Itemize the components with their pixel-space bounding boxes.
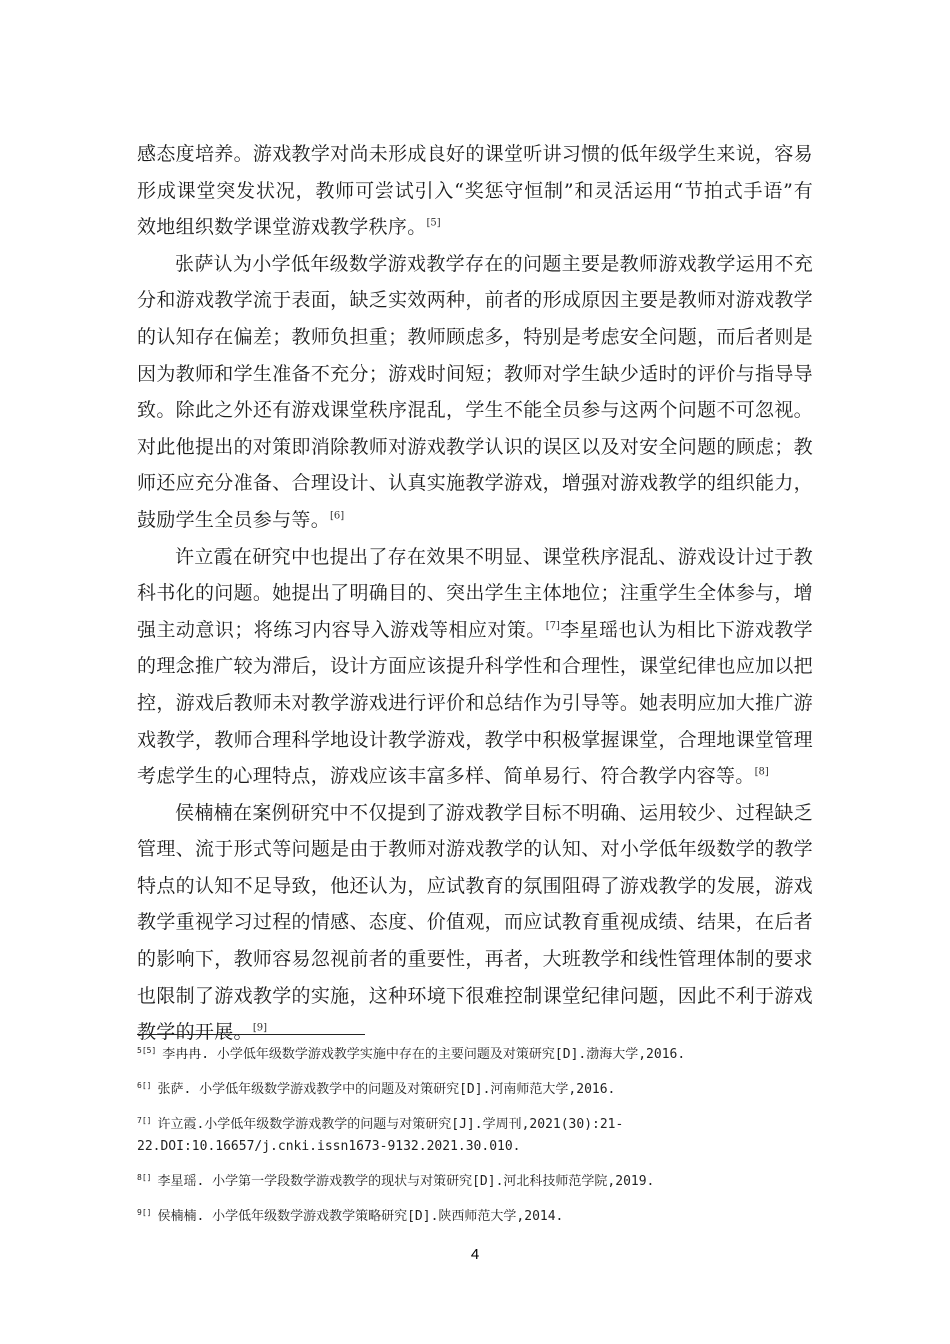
footnote-mark: 6[] bbox=[137, 1080, 152, 1090]
paragraph-1 bbox=[137, 136, 813, 246]
paragraph-text: 李星瑶也认为相比下游戏教学的理念推广较为滞后，设计方面应该提升科学性和合理性，课堂纪律也应加以把控，游戏后教师未对教学游戏进行评价和总结作为引导等。她表明应加大推广游戏教学，教师合理科学地设计教学游戏，教学中积极掌握课堂，合理地课堂管理考虑学生的心理特点，游戏应该丰富多样、简单易行、符合教学内容等。 bbox=[137, 618, 813, 788]
footnote-text: 许立霞.小学低年级数学游戏教学的问题与对策研究[J].学周刊,2021(30):21-22.DOI:10.16657/j.cnki.issn1673-9132.2021.30.010. bbox=[137, 1117, 624, 1154]
paragraph-text: 张萨认为小学低年级数学游戏教学存在的问题主要是教师游戏教学运用不充分和游戏教学流于表面，缺乏实效两种，前者的形成原因主要是教师对游戏教学的认知存在偏差；教师负担重；教师顾虑多，特别是考虑安全问题，而后者则是因为教师和学生准备不充分；游戏时间短；教师对学生缺少适时的评价与指导导致。除此之外还有游戏课堂秩序混乱，学生不能全员参与这两个问题不可忽视。对此他提出的对策即消除教师对游戏教学认识的误区以及对安全问题的顾虑；教师还应充分准备、合理设计、认真实施教学游戏，增强对游戏教学的组织能力，鼓励学生全员参与等。 bbox=[137, 252, 813, 531]
paragraph-text: 感态度培养。游戏教学对尚未形成良好的课堂听讲习惯的低年级学生来说，容易形成课堂突发状况，教师可尝试引入“奖惩守恒制”和灵活运用“节拍式手语”有效地组织数学课堂游戏教学秩序。 bbox=[137, 143, 813, 239]
paragraph-4 bbox=[137, 795, 813, 1051]
page-number: 4 bbox=[470, 1246, 480, 1263]
footnote-7 bbox=[137, 1114, 827, 1158]
footnote-mark: 9[] bbox=[137, 1207, 152, 1217]
body-text bbox=[137, 136, 813, 1051]
paragraph-3 bbox=[137, 539, 813, 795]
citation-8: [8] bbox=[754, 766, 769, 778]
footnote-6 bbox=[137, 1079, 827, 1101]
citation-5: [5] bbox=[426, 217, 441, 229]
footnote-text: 张萨. 小学低年级数学游戏教学中的问题及对策研究[D].河南师范大学,2016. bbox=[157, 1082, 616, 1097]
footnote-text: 李冉冉. 小学低年级数学游戏教学实施中存在的主要问题及对策研究[D].渤海大学,2016. bbox=[162, 1047, 686, 1062]
footnote-text: 侯楠楠. 小学低年级数学游戏教学策略研究[D].陕西师范大学,2014. bbox=[157, 1209, 564, 1224]
footnote-separator bbox=[137, 1034, 365, 1035]
footnote-5 bbox=[137, 1044, 827, 1066]
footnote-mark: 5[5] bbox=[137, 1045, 157, 1055]
footnote-mark: 7[] bbox=[137, 1115, 152, 1125]
paragraph-text: 侯楠楠在案例研究中不仅提到了游戏教学目标不明确、运用较少、过程缺乏管理、流于形式等问题是由于教师对游戏教学的认知、对小学低年级数学的教学特点的认知不足导致，他还认为，应试教育的氛围阻碍了游戏教学的发展，游戏教学重视学习过程的情感、态度、价值观，而应试教育重视成绩、结果，在后者的影响下，教师容易忽视前者的重要性，再者，大班教学和线性管理体制的要求也限制了游戏教学的实施，这种环境下很难控制课堂纪律问题，因此不利于游戏教学的开展。 bbox=[137, 801, 813, 1044]
footnote-mark: 8[] bbox=[137, 1172, 152, 1182]
footnotes bbox=[137, 1044, 827, 1241]
footnote-8 bbox=[137, 1171, 827, 1193]
paragraph-text: 许立霞在研究中也提出了存在效果不明显、课堂秩序混乱、游戏设计过于教科书化的问题。她提出了明确目的、突出学生主体地位；注重学生全体参与，增强主动意识；将练习内容导入游戏等相应对策。 bbox=[137, 545, 813, 641]
citation-6: [6] bbox=[330, 510, 345, 522]
paragraph-2 bbox=[137, 246, 813, 539]
citation-7: [7] bbox=[545, 620, 560, 632]
citation-9: [9] bbox=[252, 1022, 267, 1034]
footnote-9 bbox=[137, 1206, 827, 1228]
footnote-text: 李星瑶. 小学第一学段数学游戏教学的现状与对策研究[D].河北科技师范学院,2019. bbox=[157, 1174, 655, 1189]
